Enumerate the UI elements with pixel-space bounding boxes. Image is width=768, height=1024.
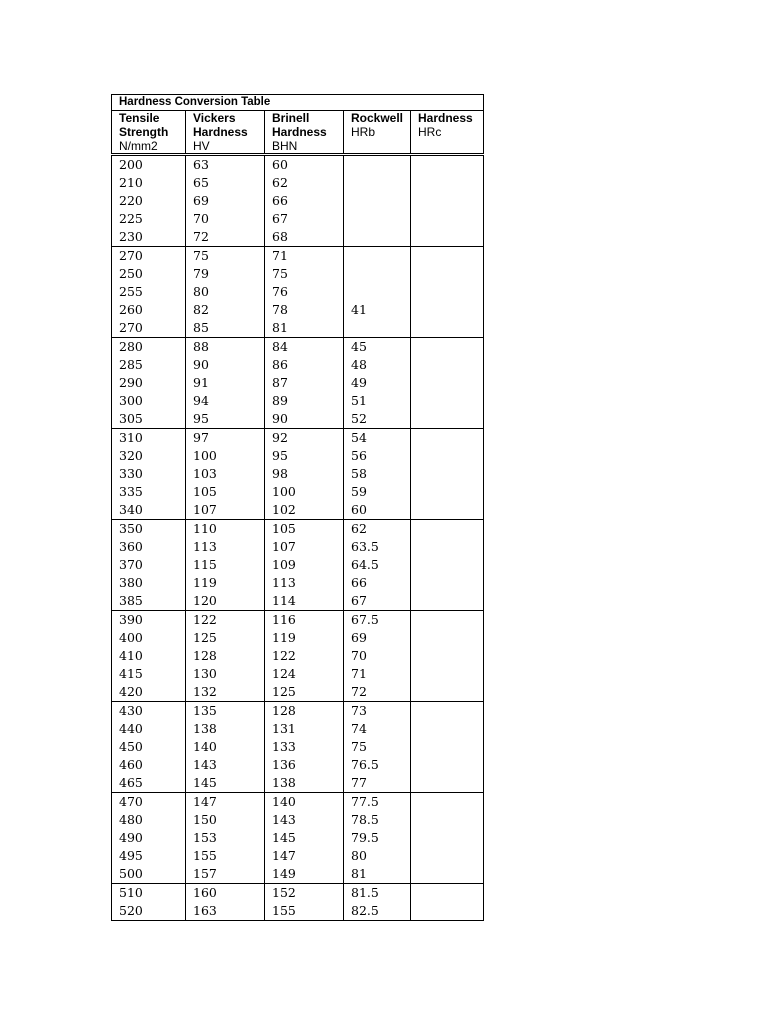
table-cell (411, 520, 484, 539)
table-cell: 109 (265, 556, 344, 574)
table-cell: 220 (112, 192, 186, 210)
row-group (112, 155, 484, 247)
table-cell: 140 (265, 793, 344, 812)
table-cell: 105 (265, 520, 344, 539)
table-cell: 420 (112, 683, 186, 702)
table-row (112, 865, 484, 884)
table-cell (411, 410, 484, 429)
table-row (112, 228, 484, 247)
table-cell (411, 301, 484, 319)
table-cell: 60 (344, 501, 411, 520)
table-cell: 80 (344, 847, 411, 865)
table-title-row (112, 95, 484, 111)
row-group (112, 247, 484, 338)
table-cell: 119 (265, 629, 344, 647)
table-cell: 84 (265, 338, 344, 357)
table-cell: 72 (186, 228, 265, 247)
header-cell: HV (186, 139, 265, 155)
table-cell: 157 (186, 865, 265, 884)
row-group (112, 338, 484, 429)
table-cell: 95 (186, 410, 265, 429)
table-row (112, 629, 484, 647)
header-cell: Strength (112, 125, 186, 139)
table-cell: 60 (265, 155, 344, 175)
table-cell (344, 319, 411, 338)
table-cell (411, 501, 484, 520)
table-cell: 138 (186, 720, 265, 738)
table-cell: 440 (112, 720, 186, 738)
table-cell: 300 (112, 392, 186, 410)
table-cell: 67 (344, 592, 411, 611)
row-group (112, 520, 484, 611)
header-cell: HRb (344, 125, 411, 139)
table-cell (411, 192, 484, 210)
row-group (112, 429, 484, 520)
table-cell (411, 483, 484, 501)
table-cell: 480 (112, 811, 186, 829)
table-cell: 360 (112, 538, 186, 556)
row-group (112, 611, 484, 702)
table-cell: 82 (186, 301, 265, 319)
table-cell: 100 (265, 483, 344, 501)
table-cell: 68 (265, 228, 344, 247)
table-cell: 80 (186, 283, 265, 301)
table-cell: 147 (265, 847, 344, 865)
table-cell (411, 283, 484, 301)
table-cell: 122 (265, 647, 344, 665)
table-cell: 210 (112, 174, 186, 192)
table-row (112, 829, 484, 847)
table-cell: 88 (186, 338, 265, 357)
table-cell: 415 (112, 665, 186, 683)
table-cell (344, 247, 411, 266)
table-cell (411, 847, 484, 865)
table-cell: 105 (186, 483, 265, 501)
table-cell: 87 (265, 374, 344, 392)
table-cell: 70 (344, 647, 411, 665)
table-row (112, 483, 484, 501)
table-cell: 125 (186, 629, 265, 647)
table-cell (344, 155, 411, 175)
table-cell (344, 192, 411, 210)
header-row-2 (112, 125, 484, 139)
table-row (112, 847, 484, 865)
table-cell: 75 (265, 265, 344, 283)
table-row (112, 520, 484, 539)
table-cell: 136 (265, 756, 344, 774)
table-cell (411, 247, 484, 266)
table-cell (411, 702, 484, 721)
table-cell: 69 (344, 629, 411, 647)
table-cell: 380 (112, 574, 186, 592)
table-cell: 460 (112, 756, 186, 774)
table-cell (344, 228, 411, 247)
table-cell: 62 (265, 174, 344, 192)
table-cell: 107 (186, 501, 265, 520)
table-cell: 89 (265, 392, 344, 410)
header-cell: HRc (411, 125, 484, 139)
table-cell: 155 (265, 902, 344, 921)
hardness-conversion-table (111, 94, 484, 921)
table-cell: 260 (112, 301, 186, 319)
table-cell (411, 811, 484, 829)
table-cell: 255 (112, 283, 186, 301)
table-cell (411, 774, 484, 793)
table-row (112, 738, 484, 756)
table-cell: 67 (265, 210, 344, 228)
table-row (112, 265, 484, 283)
table-row (112, 192, 484, 210)
table-cell: 280 (112, 338, 186, 357)
table-cell: 290 (112, 374, 186, 392)
table-cell: 285 (112, 356, 186, 374)
table-cell: 90 (265, 410, 344, 429)
table-cell: 76 (265, 283, 344, 301)
table-cell: 66 (344, 574, 411, 592)
table-cell: 48 (344, 356, 411, 374)
table-cell: 410 (112, 647, 186, 665)
table-cell: 58 (344, 465, 411, 483)
table-cell: 370 (112, 556, 186, 574)
table-cell: 100 (186, 447, 265, 465)
table-cell (411, 683, 484, 702)
table-cell: 465 (112, 774, 186, 793)
header-row-1 (112, 111, 484, 126)
table-row (112, 392, 484, 410)
table-cell (411, 538, 484, 556)
table-cell: 160 (186, 884, 265, 903)
table-cell (411, 884, 484, 903)
table-cell: 152 (265, 884, 344, 903)
row-group (112, 884, 484, 921)
table-cell: 78.5 (344, 811, 411, 829)
table-cell (411, 574, 484, 592)
row-group (112, 702, 484, 793)
table-cell: 510 (112, 884, 186, 903)
table-row (112, 429, 484, 448)
table-cell: 133 (265, 738, 344, 756)
table-cell (411, 738, 484, 756)
table-cell: 102 (265, 501, 344, 520)
table-cell: 74 (344, 720, 411, 738)
table-cell: 79 (186, 265, 265, 283)
table-cell: 400 (112, 629, 186, 647)
table-row (112, 538, 484, 556)
table-cell: 120 (186, 592, 265, 611)
table-cell: 270 (112, 247, 186, 266)
table-cell (344, 283, 411, 301)
table-row (112, 283, 484, 301)
table-cell: 320 (112, 447, 186, 465)
table-cell: 81 (344, 865, 411, 884)
table-row (112, 356, 484, 374)
table-row (112, 465, 484, 483)
header-cell (411, 139, 484, 155)
table-cell: 116 (265, 611, 344, 630)
table-row (112, 902, 484, 921)
table-row (112, 410, 484, 429)
table-cell: 131 (265, 720, 344, 738)
table-cell: 143 (265, 811, 344, 829)
table-cell: 138 (265, 774, 344, 793)
table-cell: 153 (186, 829, 265, 847)
table-cell: 115 (186, 556, 265, 574)
table-row (112, 811, 484, 829)
table-cell: 122 (186, 611, 265, 630)
table-cell (411, 174, 484, 192)
table-cell: 145 (265, 829, 344, 847)
table-cell: 92 (265, 429, 344, 448)
header-cell: Rockwell (344, 111, 411, 126)
header-cell: BHN (265, 139, 344, 155)
table-cell (411, 374, 484, 392)
table-cell (411, 356, 484, 374)
table-cell: 340 (112, 501, 186, 520)
table-cell: 77 (344, 774, 411, 793)
table-row (112, 611, 484, 630)
table-cell: 145 (186, 774, 265, 793)
header-cell (344, 139, 411, 155)
table-row (112, 884, 484, 903)
table-cell: 67.5 (344, 611, 411, 630)
table-cell: 71 (344, 665, 411, 683)
table-title: Hardness Conversion Table (112, 95, 484, 111)
table-cell: 75 (186, 247, 265, 266)
table-cell: 250 (112, 265, 186, 283)
table-cell (411, 465, 484, 483)
table-row (112, 447, 484, 465)
table-cell: 85 (186, 319, 265, 338)
table-cell (411, 592, 484, 611)
table-row (112, 338, 484, 357)
table-row (112, 319, 484, 338)
table-cell: 147 (186, 793, 265, 812)
table-row (112, 683, 484, 702)
header-cell: Hardness (411, 111, 484, 126)
table-cell: 114 (265, 592, 344, 611)
table-row (112, 702, 484, 721)
table-cell: 45 (344, 338, 411, 357)
table-cell: 163 (186, 902, 265, 921)
table-cell (411, 647, 484, 665)
table-row (112, 247, 484, 266)
table-cell: 78 (265, 301, 344, 319)
table-cell (411, 756, 484, 774)
table-cell: 500 (112, 865, 186, 884)
table-cell: 63.5 (344, 538, 411, 556)
table-cell: 65 (186, 174, 265, 192)
table-cell: 64.5 (344, 556, 411, 574)
table-cell: 520 (112, 902, 186, 921)
table-cell: 335 (112, 483, 186, 501)
table-cell: 63 (186, 155, 265, 175)
table-row (112, 574, 484, 592)
table-row (112, 592, 484, 611)
table-row (112, 210, 484, 228)
table-cell: 49 (344, 374, 411, 392)
table-cell: 82.5 (344, 902, 411, 921)
table-row (112, 556, 484, 574)
header-row-3 (112, 139, 484, 155)
table-cell (411, 338, 484, 357)
table-cell: 71 (265, 247, 344, 266)
header-cell: Hardness (265, 125, 344, 139)
table-row (112, 501, 484, 520)
table-cell (411, 429, 484, 448)
table-cell: 97 (186, 429, 265, 448)
table-cell: 103 (186, 465, 265, 483)
table-row (112, 774, 484, 793)
table-cell (411, 720, 484, 738)
table-cell: 225 (112, 210, 186, 228)
table-cell: 350 (112, 520, 186, 539)
table-cell: 81.5 (344, 884, 411, 903)
table-cell: 124 (265, 665, 344, 683)
table-cell: 470 (112, 793, 186, 812)
table-cell: 54 (344, 429, 411, 448)
table-cell: 128 (265, 702, 344, 721)
table-cell: 51 (344, 392, 411, 410)
table-cell (411, 793, 484, 812)
table-cell: 90 (186, 356, 265, 374)
row-group (112, 793, 484, 884)
table-cell: 113 (186, 538, 265, 556)
table-cell: 430 (112, 702, 186, 721)
table-cell: 73 (344, 702, 411, 721)
header-cell: Brinell (265, 111, 344, 126)
table-cell: 230 (112, 228, 186, 247)
table-cell: 56 (344, 447, 411, 465)
table-cell: 75 (344, 738, 411, 756)
table-row (112, 793, 484, 812)
table-cell: 107 (265, 538, 344, 556)
table-cell: 76.5 (344, 756, 411, 774)
table-cell: 495 (112, 847, 186, 865)
table-cell: 143 (186, 756, 265, 774)
table-cell: 150 (186, 811, 265, 829)
table-cell: 79.5 (344, 829, 411, 847)
table-cell (411, 447, 484, 465)
table-row (112, 155, 484, 175)
header-cell: Hardness (186, 125, 265, 139)
table-cell: 66 (265, 192, 344, 210)
header-cell: N/mm2 (112, 139, 186, 155)
table-cell: 59 (344, 483, 411, 501)
table-row (112, 665, 484, 683)
table-cell (411, 865, 484, 884)
table-cell (411, 319, 484, 338)
table-cell: 140 (186, 738, 265, 756)
table-cell: 52 (344, 410, 411, 429)
table-cell: 110 (186, 520, 265, 539)
table-cell: 77.5 (344, 793, 411, 812)
table-cell: 490 (112, 829, 186, 847)
table-row (112, 647, 484, 665)
table-cell (411, 902, 484, 921)
table-cell: 385 (112, 592, 186, 611)
table-cell: 86 (265, 356, 344, 374)
table-row (112, 756, 484, 774)
table-cell: 128 (186, 647, 265, 665)
table-cell: 41 (344, 301, 411, 319)
table-cell (344, 210, 411, 228)
table-cell: 125 (265, 683, 344, 702)
table-cell: 390 (112, 611, 186, 630)
table-cell: 132 (186, 683, 265, 702)
table-cell (411, 829, 484, 847)
table-cell: 149 (265, 865, 344, 884)
table-cell: 130 (186, 665, 265, 683)
table-cell: 310 (112, 429, 186, 448)
table-cell (344, 265, 411, 283)
table-cell (344, 174, 411, 192)
table-row (112, 301, 484, 319)
table-cell: 95 (265, 447, 344, 465)
header-cell: Vickers (186, 111, 265, 126)
table-cell: 62 (344, 520, 411, 539)
table-header (112, 95, 484, 155)
table-cell (411, 611, 484, 630)
table-cell (411, 629, 484, 647)
table-cell: 200 (112, 155, 186, 175)
table-cell: 330 (112, 465, 186, 483)
table-cell: 119 (186, 574, 265, 592)
table-cell: 81 (265, 319, 344, 338)
table-cell (411, 392, 484, 410)
table-cell: 270 (112, 319, 186, 338)
table-cell: 69 (186, 192, 265, 210)
table-cell (411, 155, 484, 175)
table-cell (411, 665, 484, 683)
table-cell: 91 (186, 374, 265, 392)
table-cell: 155 (186, 847, 265, 865)
table-cell: 98 (265, 465, 344, 483)
table-row (112, 720, 484, 738)
table-cell: 135 (186, 702, 265, 721)
table-cell: 72 (344, 683, 411, 702)
table-cell: 94 (186, 392, 265, 410)
table-cell: 305 (112, 410, 186, 429)
table-cell (411, 556, 484, 574)
table-cell (411, 265, 484, 283)
table-cell: 70 (186, 210, 265, 228)
table-row (112, 374, 484, 392)
table-cell (411, 228, 484, 247)
table-cell: 450 (112, 738, 186, 756)
table-cell: 113 (265, 574, 344, 592)
table-cell (411, 210, 484, 228)
table-row (112, 174, 484, 192)
header-cell: Tensile (112, 111, 186, 126)
